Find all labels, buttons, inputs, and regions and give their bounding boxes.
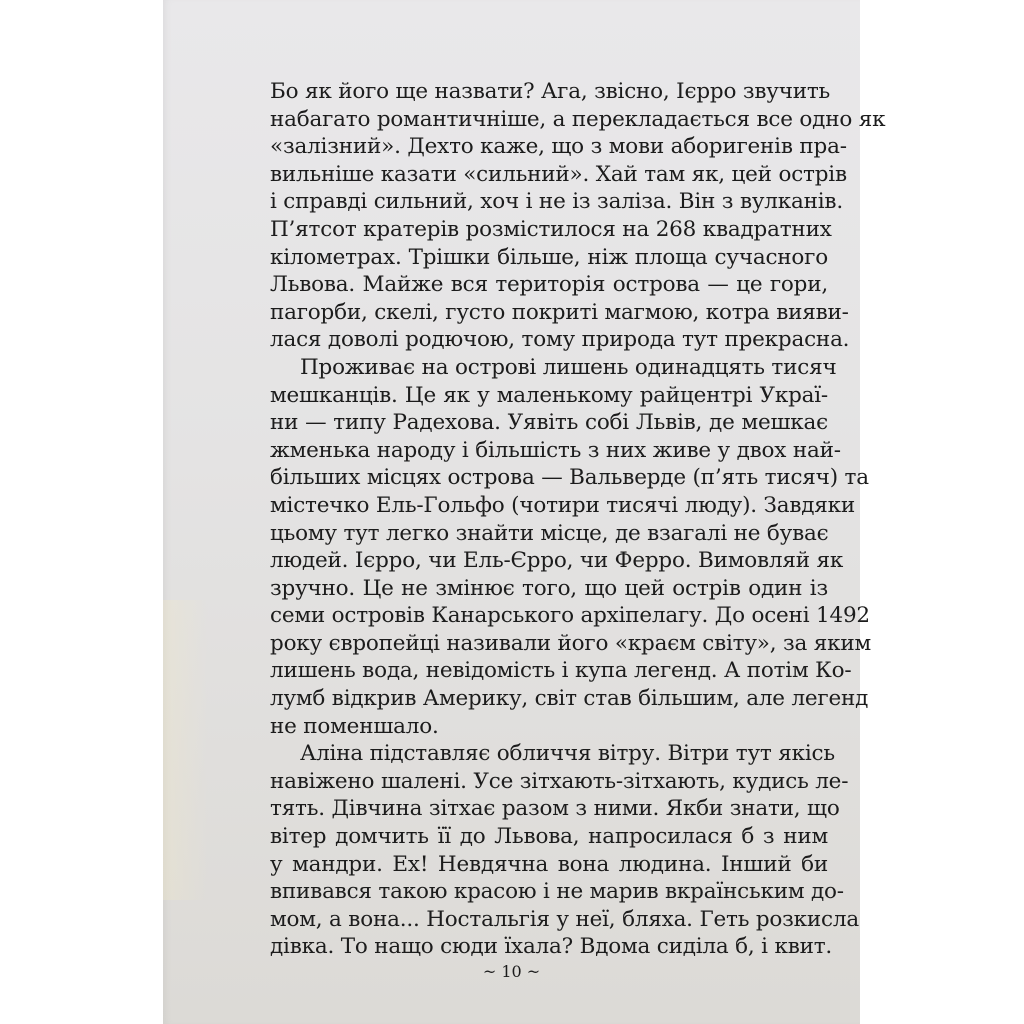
text-line: навіжено шалені. Усе зітхають-зітхають, кудись ле- (270, 768, 849, 794)
text-line: тять. Дівчина зітхає разом з ними. Якби знати, що (270, 796, 840, 822)
text-line: лася доволі родючою, тому природа тут прекрасна. (270, 327, 850, 353)
text-line: вильніше казати «сильний». Хай там як, цей острів (270, 161, 847, 187)
text-line: дівка. То нащо сюди їхала? Вдома сиділа б, і квит. (270, 934, 833, 960)
text-line: мешканців. Це як у маленькому райцентрі Украї- (270, 382, 828, 408)
text-line: і справді сильний, хоч і не із заліза. Він з вулканів. (270, 189, 843, 215)
text-line: містечко Ель-Гольфо (чотири тисячі люду). Завдяки (270, 492, 856, 518)
book-page (163, 0, 886, 1024)
text-line: Львова. Майже вся територія острова — це гори, (270, 272, 828, 298)
text-line: лишень вода, невідомість і купа легенд. А потім Ко- (270, 658, 852, 684)
text-line: вітер домчить її до Львова, напросилася б з ним (270, 824, 828, 850)
text-line: року європейці називали його «краєм світу», за яким (270, 630, 872, 656)
paragraph-1 (270, 78, 886, 354)
text-line: впивався такою красою і не марив вкраїнським до- (270, 879, 844, 905)
text-line: кілометрах. Трішки більше, ніж площа сучасного (270, 244, 828, 270)
text-line: не поменшало. (270, 713, 439, 739)
text-line: ни — типу Радехова. Уявіть собі Львів, де мешкає (270, 410, 828, 436)
text-line: у мандри. Ех! Невдячна вона людина. Інший би (270, 851, 828, 877)
page-number: ~ 10 ~ (482, 962, 541, 981)
text-line: більших місцях острова — Вальверде (п’ять тисяч) та (270, 465, 869, 491)
text-line: семи островів Канарського архіпелагу. До осені 1492 (270, 603, 870, 629)
text-line: жменька народу і більшість з них живе у двох най- (270, 437, 841, 463)
text-line: Бо як його ще назвати? Ага, звісно, Ієрро звучить (270, 79, 831, 104)
text-line: мом, а вона... Ностальгія у неї, бляха. Геть розкисла (270, 906, 859, 932)
text-line: лумб відкрив Америку, світ став більшим, але легенд (270, 686, 869, 712)
text-line: Проживає на острові лишень одинадцять тисяч (300, 354, 837, 380)
text-line: набагато романтичніше, а перекладається все одно як (270, 106, 886, 132)
text-line: «залізний». Дехто каже, що з мови аборигенів пра- (270, 134, 847, 160)
body-text (270, 78, 886, 961)
text-line: пагорби, скелі, густо покриті магмою, котра вияви- (270, 299, 849, 325)
paragraph-3 (270, 740, 859, 961)
text-line: зручно. Це не змінює того, що цей острів один із (270, 575, 828, 601)
text-line: людей. Ієрро, чи Ель-Єрро, чи Ферро. Вимовляй як (270, 548, 844, 574)
text-line: цьому тут легко знайти місце, де взагалі не буває (270, 520, 829, 546)
text-line: П’ятсот кратерів розмістилося на 268 квадратних (270, 216, 832, 242)
paragraph-2 (270, 354, 872, 740)
text-line: Аліна підставляє обличчя вітру. Вітри тут якісь (300, 741, 835, 767)
